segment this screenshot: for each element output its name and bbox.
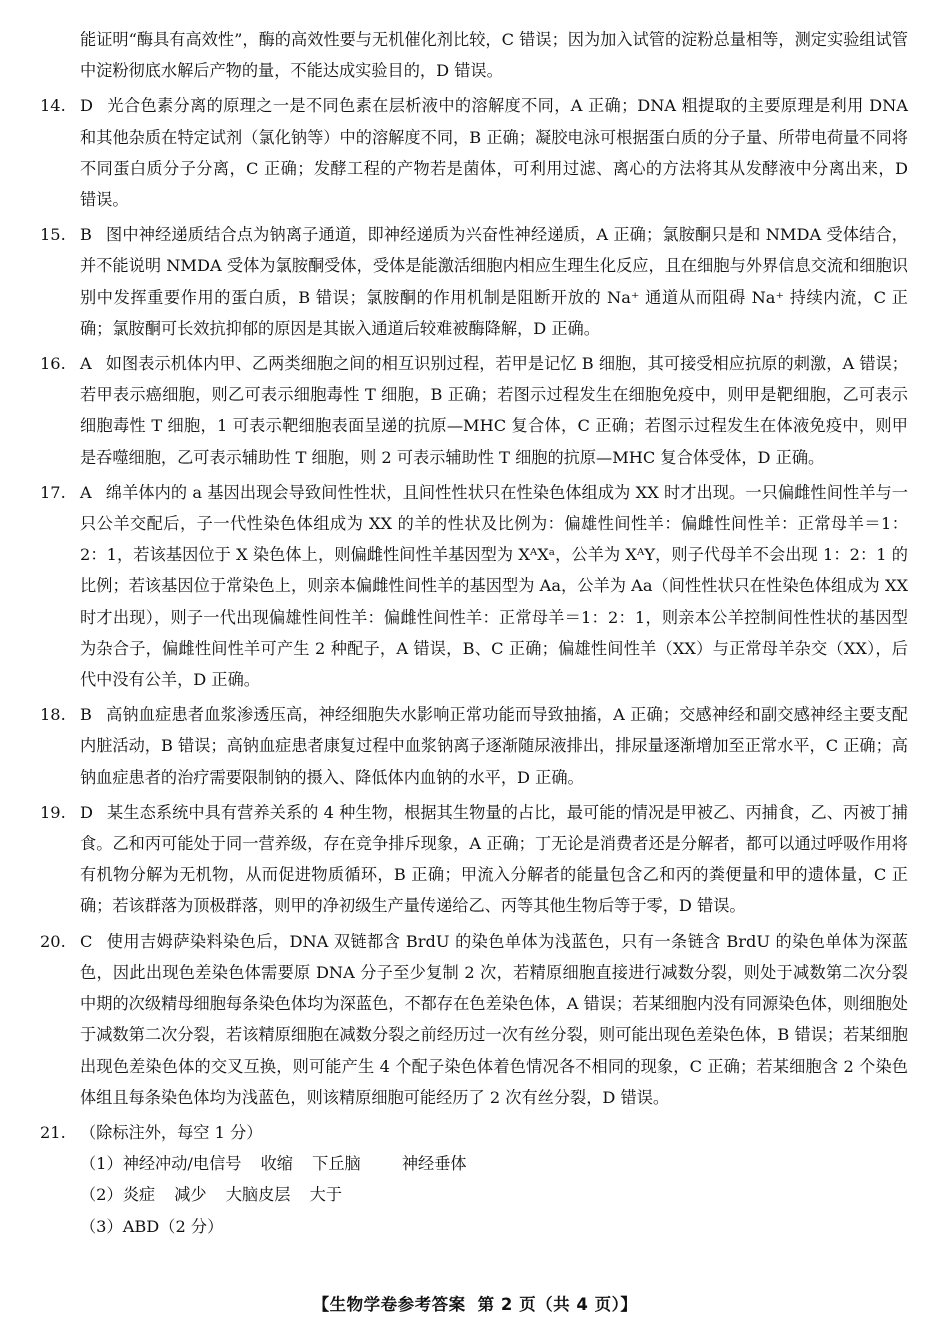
- explanation-text: 图中神经递质结合点为钠离子通道，即神经递质为兴奋性神经递质，A 正确；氯胺酮只是和 NMDA 受体结合，并不能说明 NMDA 受体为氯胺酮受体，受体是能激活细胞内相应生理生化反应，且在细胞与外界信息交流和细胞识别中发挥重要作用的蛋白质，B 错误；氯胺酮的作用机制是阻断开放的 Na⁺ 通道从而阻碍 Na⁺ 持续内流，C 正确；氯胺酮可长效抗抑郁的原因是其嵌入通道后较难被酶降解，D 正确。: [80, 225, 908, 338]
- part-label: （3）: [80, 1216, 123, 1236]
- answer-item: [40, 477, 908, 695]
- question-21: [40, 1117, 908, 1242]
- intro-paragraph: 能证明“酶具有高效性”，酶的高效性要与无机催化剂比较，C 错误；因为加入试管的淀粉总量相等，测定实验组试管中淀粉彻底水解后产物的量，不能达成实验目的，D 错误。: [80, 30, 908, 81]
- question-21-part-1: [80, 1148, 908, 1179]
- explanation-text: 如图表示机体内甲、乙两类细胞之间的相互识别过程，若甲是记忆 B 细胞，其可接受相应抗原的刺激，A 错误；若甲表示癌细胞，则乙可表示细胞毒性 T 细胞，B 正确；若图示过程发生在细胞免疫中，则甲是靶细胞，乙可表示细胞毒性 T 细胞，1 可表示靶细胞表面呈递的抗原—MHC 复合体，C 正确；若图示过程发生在体液免疫中，则甲是吞噬细胞，乙可表示辅助性 T 细胞，则 2 可表示辅助性 T 细胞的抗原—MHC 复合体受体，D 正确。: [80, 354, 908, 467]
- question-number: 17.: [40, 482, 66, 502]
- answer-content: [40, 24, 908, 1242]
- answer-explanation: [80, 348, 908, 473]
- answer-letter: B: [80, 225, 92, 245]
- answer-item: [40, 90, 908, 215]
- question-number: 15.: [40, 225, 66, 245]
- answer-explanation: [80, 926, 908, 1113]
- answer-letter: B: [80, 705, 92, 725]
- footer-page-number: 第 2 页（共 4 页）】: [477, 1295, 638, 1314]
- answer-item: [40, 219, 908, 344]
- answer-blank: 炎症: [122, 1185, 156, 1205]
- answer-explanation: [80, 699, 908, 793]
- answer-item: [40, 699, 908, 793]
- explanation-text: 绵羊体内的 a 基因出现会导致间性性状，且间性性状只在性染色体组成为 XX 时才出现。一只偏雌性间性羊与一只公羊交配后，子一代性染色体组成为 XX 的羊的性状及比例为：偏雄性间性羊：偏雌性间性羊：正常母羊＝1：2：1，若该基因位于 X 染色体上，则偏雌性间性羊基因型为 XᴬXᵃ，公羊为 XᴬY，则子代母羊不会出现 1：2：1 的比例；若该基因位于常染色上，则亲本偏雌性间性羊的基因型为 Aa，公羊为 Aa（间性性状只在性染色体组成为 XX 时才出现），则子一代出现偏雄性间性羊：偏雌性间性羊：正常母羊＝1：2：1，则亲本公羊控制间性性状的基因型为杂合子，偏雌性间性羊可产生 2 种配子，A 错误，B、C 正确；偏雄性间性羊（XX）与正常母羊杂交（XX），后代中没有公羊，D 正确。: [80, 482, 908, 690]
- answer-blank: 神经冲动/电信号: [122, 1154, 242, 1174]
- footer-title: 【生物学卷参考答案: [312, 1295, 466, 1314]
- answer-blank: 减少: [174, 1185, 207, 1205]
- answer-blank: 收缩: [260, 1154, 293, 1174]
- answer-explanation: [80, 477, 908, 695]
- question-number: 18.: [40, 705, 66, 725]
- answer-item: [40, 797, 908, 922]
- answer-blank: 大于: [309, 1185, 343, 1205]
- question-21-part-3: [80, 1211, 908, 1242]
- answer-item: [40, 926, 908, 1113]
- question-number: 20.: [40, 931, 66, 951]
- explanation-text: 使用吉姆萨染料染色后，DNA 双链都含 BrdU 的染色单体为浅蓝色，只有一条链含 BrdU 的染色单体为深蓝色，因此出现色差染色体需要原 DNA 分子至少复制 2 次，若精原细胞直接进行减数分裂，则处于减数第二次分裂中期的次级精母细胞每条染色体均为深蓝色，不都存在色差染色体，A 错误；若某细胞内没有同源染色体，则细胞处于减数第二次分裂，若该精原细胞在减数分裂之前经历过一次有丝分裂，则可能出现色差染色体，B 错误；若某细胞出现色差染色体的交叉互换，则可能产生 4 个配子染色体着色情况各不相同的现象，C 正确；若某细胞含 2 个染色体组且每条染色体均为浅蓝色，则该精原细胞可能经历了 2 次有丝分裂，D 错误。: [80, 931, 908, 1107]
- answer-blank: ABD（2 分）: [122, 1216, 224, 1236]
- answer-letter: A: [80, 354, 92, 374]
- answer-blank: 大脑皮层: [225, 1185, 291, 1205]
- question-number: 16.: [40, 354, 66, 374]
- answer-blank: 神经垂体: [401, 1154, 467, 1174]
- answer-list: [40, 90, 908, 1113]
- answer-letter: D: [80, 96, 93, 116]
- explanation-text: 光合色素分离的原理之一是不同色素在层析液中的溶解度不同，A 正确；DNA 粗提取的主要原理是利用 DNA 和其他杂质在特定试剂（氯化钠等）中的溶解度不同，B 正确；凝胶电泳可根据蛋白质的分子量、所带电荷量不同将不同蛋白质分子分离，C 正确；发酵工程的产物若是菌体，可利用过滤、离心的方法将其从发酵液中分离出来，D 错误。: [80, 96, 908, 210]
- question-21-header: （除标注外，每空 1 分）: [80, 1122, 263, 1142]
- answer-letter: D: [80, 802, 93, 822]
- part-label: （2）: [80, 1185, 123, 1205]
- question-21-part-2: [80, 1179, 908, 1210]
- answer-blank: 下丘脑: [312, 1154, 361, 1174]
- answer-letter: C: [80, 931, 93, 951]
- question-number: 19.: [40, 802, 66, 822]
- explanation-text: 高钠血症患者血浆渗透压高，神经细胞失水影响正常功能而导致抽搐，A 正确；交感神经和副交感神经主要支配内脏活动，B 错误；高钠血症患者康复过程中血浆钠离子逐渐随尿液排出，排尿量逐渐增加至正常水平，C 正确；高钠血症患者的治疗需要限制钠的摄入、降低体内血钠的水平，D 正确。: [80, 705, 908, 787]
- answer-letter: A: [80, 482, 92, 502]
- answer-explanation: [80, 219, 908, 344]
- answer-item: [40, 348, 908, 473]
- answer-explanation: [80, 797, 908, 922]
- page-footer: [0, 1291, 950, 1315]
- explanation-text: 某生态系统中具有营养关系的 4 种生物，根据其生物量的占比，最可能的情况是甲被乙、丙捕食，乙、丙被丁捕食。乙和丙可能处于同一营养级，存在竞争排斥现象，A 正确；丁无论是消费者还是分解者，都可以通过呼吸作用将有机物分解为无机物，从而促进物质循环，B 正确；甲流入分解者的能量包含乙和丙的粪便量和甲的遗体量，C 正确；若该群落为顶极群落，则甲的净初级生产量传递给乙、丙等其他生物后等于零，D 错误。: [80, 802, 908, 916]
- answer-explanation: [80, 90, 908, 215]
- question-number: 14.: [40, 96, 66, 116]
- question-number: 21.: [40, 1122, 66, 1142]
- part-label: （1）: [80, 1154, 123, 1174]
